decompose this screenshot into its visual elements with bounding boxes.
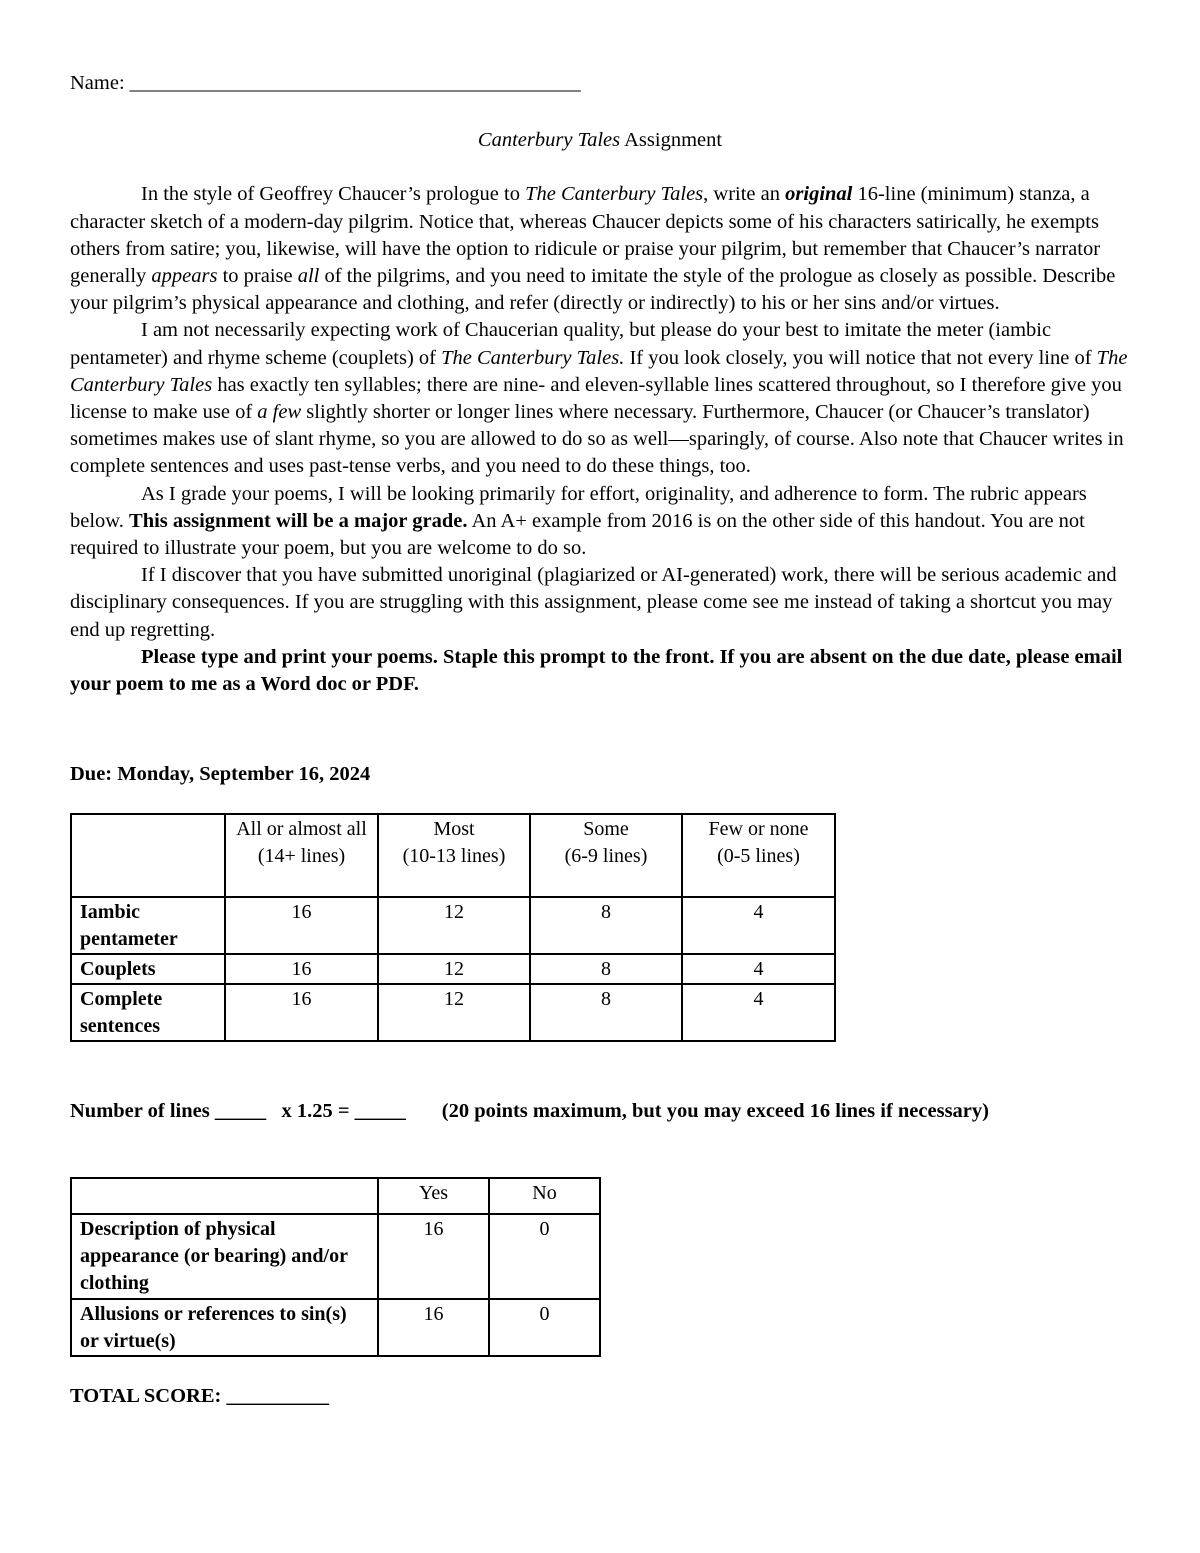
paragraph-grading	[70, 481, 1130, 563]
rubric-cell: 8	[530, 954, 682, 984]
p2-text-e: has exactly ten syllables; there are nine- and eleven-syllable lines scattered throughout, so I therefore give you license to make use of	[70, 373, 1122, 424]
p1-text-g: to praise	[217, 265, 298, 288]
rubric-cell: 16	[225, 984, 378, 1041]
rubric-row-label: Allusions or references to sin(s) or virtue(s)	[71, 1299, 378, 1356]
lines-result-blank: _____	[354, 1100, 406, 1123]
rubric-header-cell	[71, 814, 225, 897]
rubric-cell: 8	[530, 897, 682, 954]
p1-text-e: 16-line (minimum) stanza, a character sketch of a modern-day pilgrim. Notice that, whereas Chaucer depicts some of his characters satirically, he exempts others from satire; you, likewise, will have the option to ridicule or praise your pilgrim, but remember that Chaucer’s narrator generally	[70, 183, 1101, 288]
p2-text-g: slightly shorter or longer lines where necessary. Furthermore, Chaucer (or Chaucer’s translator) sometimes makes use of slant rhyme, so you are allowed to do so as well—sparingly, of course. Also note that Chaucer writes in complete sentences and uses past-tense verbs, and you need to do these things, too.	[70, 401, 1124, 478]
paragraph-meter	[70, 317, 1130, 480]
rubric-table-lines	[70, 813, 836, 1042]
table-row	[71, 954, 835, 984]
rubric-cell: 0	[489, 1299, 600, 1356]
rubric-row-label: Description of physical appearance (or bearing) and/or clothing	[71, 1214, 378, 1299]
p1-italic-appears: appears	[151, 265, 218, 288]
lines-label: Number of lines	[70, 1100, 210, 1123]
paragraph-plagiarism: If I discover that you have submitted unoriginal (plagiarized or AI-generated) work, there will be serious academic and disciplinary consequences. If you are struggling with this assignment, please come see me instead of taking a shortcut you may end up regretting.	[70, 564, 1117, 641]
paragraph-instructions	[70, 181, 1130, 317]
rubric-header-cell: Most (10-13 lines)	[378, 814, 530, 897]
total-blank: __________	[226, 1384, 329, 1407]
rubric-header-cell: Yes	[378, 1178, 489, 1214]
rubric-cell: 16	[378, 1214, 489, 1299]
p1-bold-original: original	[785, 183, 853, 206]
rubric-cell: 4	[682, 954, 835, 984]
rubric-cell: 16	[225, 954, 378, 984]
rubric-cell: 8	[530, 984, 682, 1041]
lines-multiplier: x 1.25 =	[281, 1100, 350, 1123]
p1-italic-all: all	[297, 265, 320, 288]
rubric-cell: 16	[378, 1299, 489, 1356]
rubric-header-row	[71, 814, 835, 897]
rubric-table-content	[70, 1177, 601, 1357]
rubric-cell: 12	[378, 984, 530, 1041]
table-row	[71, 1214, 600, 1299]
name-blank: ____________________________________________	[129, 72, 581, 94]
rubric-header-row	[71, 1178, 600, 1214]
p1-italic-title: The Canterbury Tales	[525, 183, 704, 206]
rubric-cell: 4	[682, 984, 835, 1041]
lines-blank: _____	[214, 1100, 267, 1123]
p1-text-i: of the pilgrims, and you need to imitate the style of the prologue as closely as possible. Describe your pilgrim’s physical appearance and clothing, and refer (directly or indirectly) to his or her sins and/or virtues.	[70, 265, 1116, 315]
p3-text-a: As I grade your poems, I will be looking primarily for effort, originality, and adherence to form. The rubric appears below.	[70, 482, 1087, 532]
name-label: Name:	[70, 72, 125, 94]
p2-text-c: If you look closely, you will notice that not every line of	[624, 346, 1097, 369]
rubric-header-cell: All or almost all (14+ lines)	[225, 814, 378, 897]
p2-italic-title-2: The Canterbury Tales	[70, 346, 1128, 396]
name-line	[70, 70, 1130, 97]
rubric-cell: 12	[378, 897, 530, 954]
total-label: TOTAL SCORE:	[70, 1384, 222, 1407]
rubric-cell: 12	[378, 954, 530, 984]
lines-note: (20 points maximum, but you may exceed 16 lines if necessary)	[441, 1100, 989, 1123]
title-rest: Assignment	[620, 129, 723, 152]
table-row	[71, 1299, 600, 1356]
p2-text-a: I am not necessarily expecting work of Chaucerian quality, but please do your best to imitate the meter (iambic pentameter) and rhyme scheme (couplets) of	[70, 319, 1052, 369]
rubric-row-label: Iambic pentameter	[71, 897, 225, 954]
p3-text-c: An A+ example from 2016 is on the other side of this handout. You are not required to illustrate your poem, but you are welcome to do so.	[70, 509, 1085, 560]
p1-text-a: In the style of Geoffrey Chaucer’s prologue to	[141, 183, 526, 206]
title-italic: Canterbury Tales	[477, 129, 621, 152]
rubric-header-cell: Some (6-9 lines)	[530, 814, 682, 897]
rubric-header-cell: No	[489, 1178, 600, 1214]
total-score	[70, 1383, 1130, 1410]
paragraph-submission	[70, 644, 1130, 698]
p1-text-c: , write an	[703, 183, 786, 206]
p5-bold-instructions: Please type and print your poems. Staple this prompt to the front. If you are absent on the due date, please email your poem to me as a Word doc or PDF.	[70, 645, 1123, 696]
rubric-header-cell	[71, 1178, 378, 1214]
p2-italic-a-few: a few	[257, 401, 302, 424]
p3-bold-major-grade: This assignment will be a major grade.	[129, 509, 468, 532]
rubric-cell: 4	[682, 897, 835, 954]
table-row	[71, 897, 835, 954]
table-row	[71, 984, 835, 1041]
assignment-page	[70, 70, 1130, 1410]
due-date: Due: Monday, September 16, 2024	[70, 763, 371, 786]
rubric-row-label: Couplets	[71, 954, 225, 984]
page-title	[70, 127, 1130, 154]
rubric-cell: 16	[225, 897, 378, 954]
rubric-row-label: Complete sentences	[71, 984, 225, 1041]
p2-italic-title: The Canterbury Tales.	[441, 346, 625, 369]
rubric-cell: 0	[489, 1214, 600, 1299]
lines-calculation	[70, 1098, 1130, 1125]
rubric-header-cell: Few or none (0-5 lines)	[682, 814, 835, 897]
